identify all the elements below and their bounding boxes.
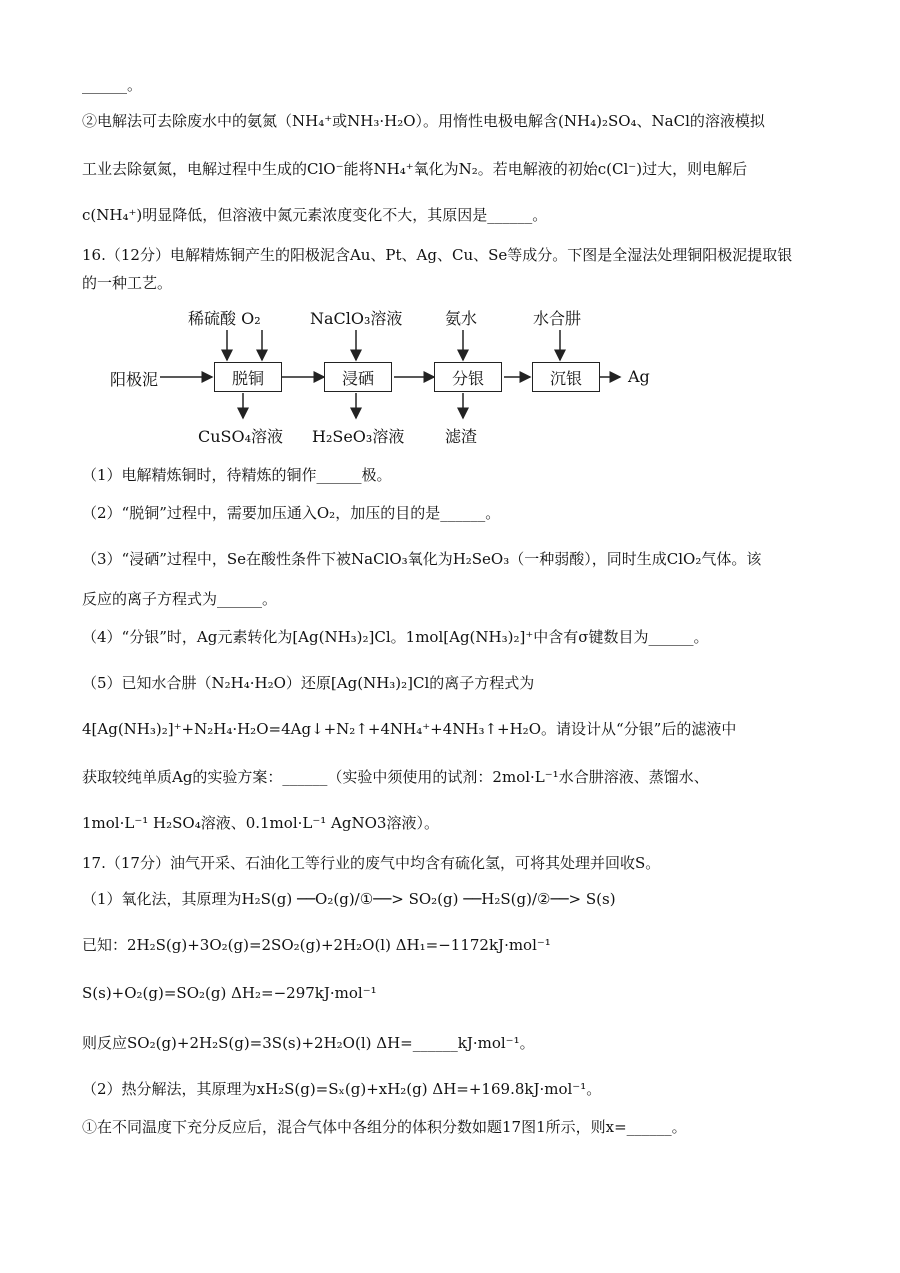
output-label-fenyin: 滤渣 bbox=[445, 427, 478, 446]
step-box-fenyin: 分银 bbox=[434, 362, 502, 392]
line-11: （4）“分银”时，Ag元素转化为[Ag(NH₃)₂]Cl。1mol[Ag(NH₃)₂]⁺中含有σ键数目为______。 bbox=[82, 628, 709, 646]
line-20: 则反应SO₂(g)+2H₂S(g)=3S(s)+2H₂O(l) ΔH=______kJ·mol⁻¹。 bbox=[82, 1034, 535, 1052]
question-17-intro: 17.（17分）油气开采、石油化工等行业的废气中均含有硫化氢，可将其处理并回收S。 bbox=[82, 854, 661, 872]
line-17: （1）氧化法，其原理为H₂S(g) ──O₂(g)/①──> SO₂(g) ──H₂S(g)/②──> S(s) bbox=[82, 890, 616, 908]
line-09: （3）“浸硒”过程中，Se在酸性条件下被NaClO₃氧化为H₂SeO₃（一种弱酸），同时生成ClO₂气体。该 bbox=[82, 550, 762, 568]
step-box-tuotong: 脱铜 bbox=[214, 362, 282, 392]
line-07: （1）电解精炼铜时，待精炼的铜作______极。 bbox=[82, 466, 392, 484]
output-label-jinxi: H₂SeO₃溶液 bbox=[312, 427, 405, 446]
input-label-fenyin: 氨水 bbox=[445, 309, 478, 328]
output-label-tuotong: CuSO₄溶液 bbox=[198, 427, 284, 446]
line-02: ②电解法可去除废水中的氨氮（NH₄⁺或NH₃·H₂O）。用惰性电极电解含(NH₄)₂SO₄、NaCl的溶液模拟 bbox=[82, 112, 765, 130]
line-01: ______。 bbox=[82, 76, 143, 94]
input-label-tuotong: 稀硫酸 O₂ bbox=[188, 309, 261, 328]
line-14: 获取较纯单质Ag的实验方案：______（实验中须使用的试剂：2mol·L⁻¹水合肼溶液、蒸馏水、 bbox=[82, 768, 709, 786]
line-08: （2）“脱铜”过程中，需要加压通入O₂，加压的目的是______。 bbox=[82, 504, 501, 522]
line-12: （5）已知水合肼（N₂H₄·H₂O）还原[Ag(NH₃)₂]Cl的离子方程式为 bbox=[82, 674, 535, 692]
flow-end-label: Ag bbox=[628, 367, 650, 386]
line-10: 反应的离子方程式为______。 bbox=[82, 590, 278, 608]
line-15: 1mol·L⁻¹ H₂SO₄溶液、0.1mol·L⁻¹ AgNO3溶液）。 bbox=[82, 814, 439, 832]
line-21: （2）热分解法，其原理为xH₂S(g)=Sₓ(g)+xH₂(g) ΔH=+169.8kJ·mol⁻¹。 bbox=[82, 1080, 602, 1098]
step-box-chenyin: 沉银 bbox=[532, 362, 600, 392]
line-04: c(NH₄⁺)明显降低，但溶液中氮元素浓度变化不大，其原因是______。 bbox=[82, 206, 548, 224]
question-16-intro: 16.（12分）电解精炼铜产生的阳极泥含Au、Pt、Ag、Cu、Se等成分。下图是全湿法处理铜阳极泥提取银 bbox=[82, 246, 793, 264]
step-box-jinxi: 浸硒 bbox=[324, 362, 392, 392]
line-06: 的一种工艺。 bbox=[82, 274, 173, 292]
process-flowchart bbox=[100, 300, 680, 460]
input-label-chenyin: 水合肼 bbox=[533, 309, 582, 328]
line-19: S(s)+O₂(g)=SO₂(g) ΔH₂=−297kJ·mol⁻¹ bbox=[82, 984, 377, 1002]
line-13: 4[Ag(NH₃)₂]⁺+N₂H₄·H₂O=4Ag↓+N₂↑+4NH₄⁺+4NH₃↑+H₂O。请设计从“分银”后的滤液中 bbox=[82, 720, 737, 738]
line-22: ①在不同温度下充分反应后，混合气体中各组分的体积分数如题17图1所示，则x=______。 bbox=[82, 1118, 687, 1136]
line-18: 已知：2H₂S(g)+3O₂(g)=2SO₂(g)+2H₂O(l) ΔH₁=−1172kJ·mol⁻¹ bbox=[82, 936, 551, 954]
line-03: 工业去除氨氮，电解过程中生成的ClO⁻能将NH₄⁺氧化为N₂。若电解液的初始c(Cl⁻)过大，则电解后 bbox=[82, 160, 748, 178]
flow-start-label: 阳极泥 bbox=[110, 370, 159, 389]
input-label-jinxi: NaClO₃溶液 bbox=[310, 309, 403, 328]
